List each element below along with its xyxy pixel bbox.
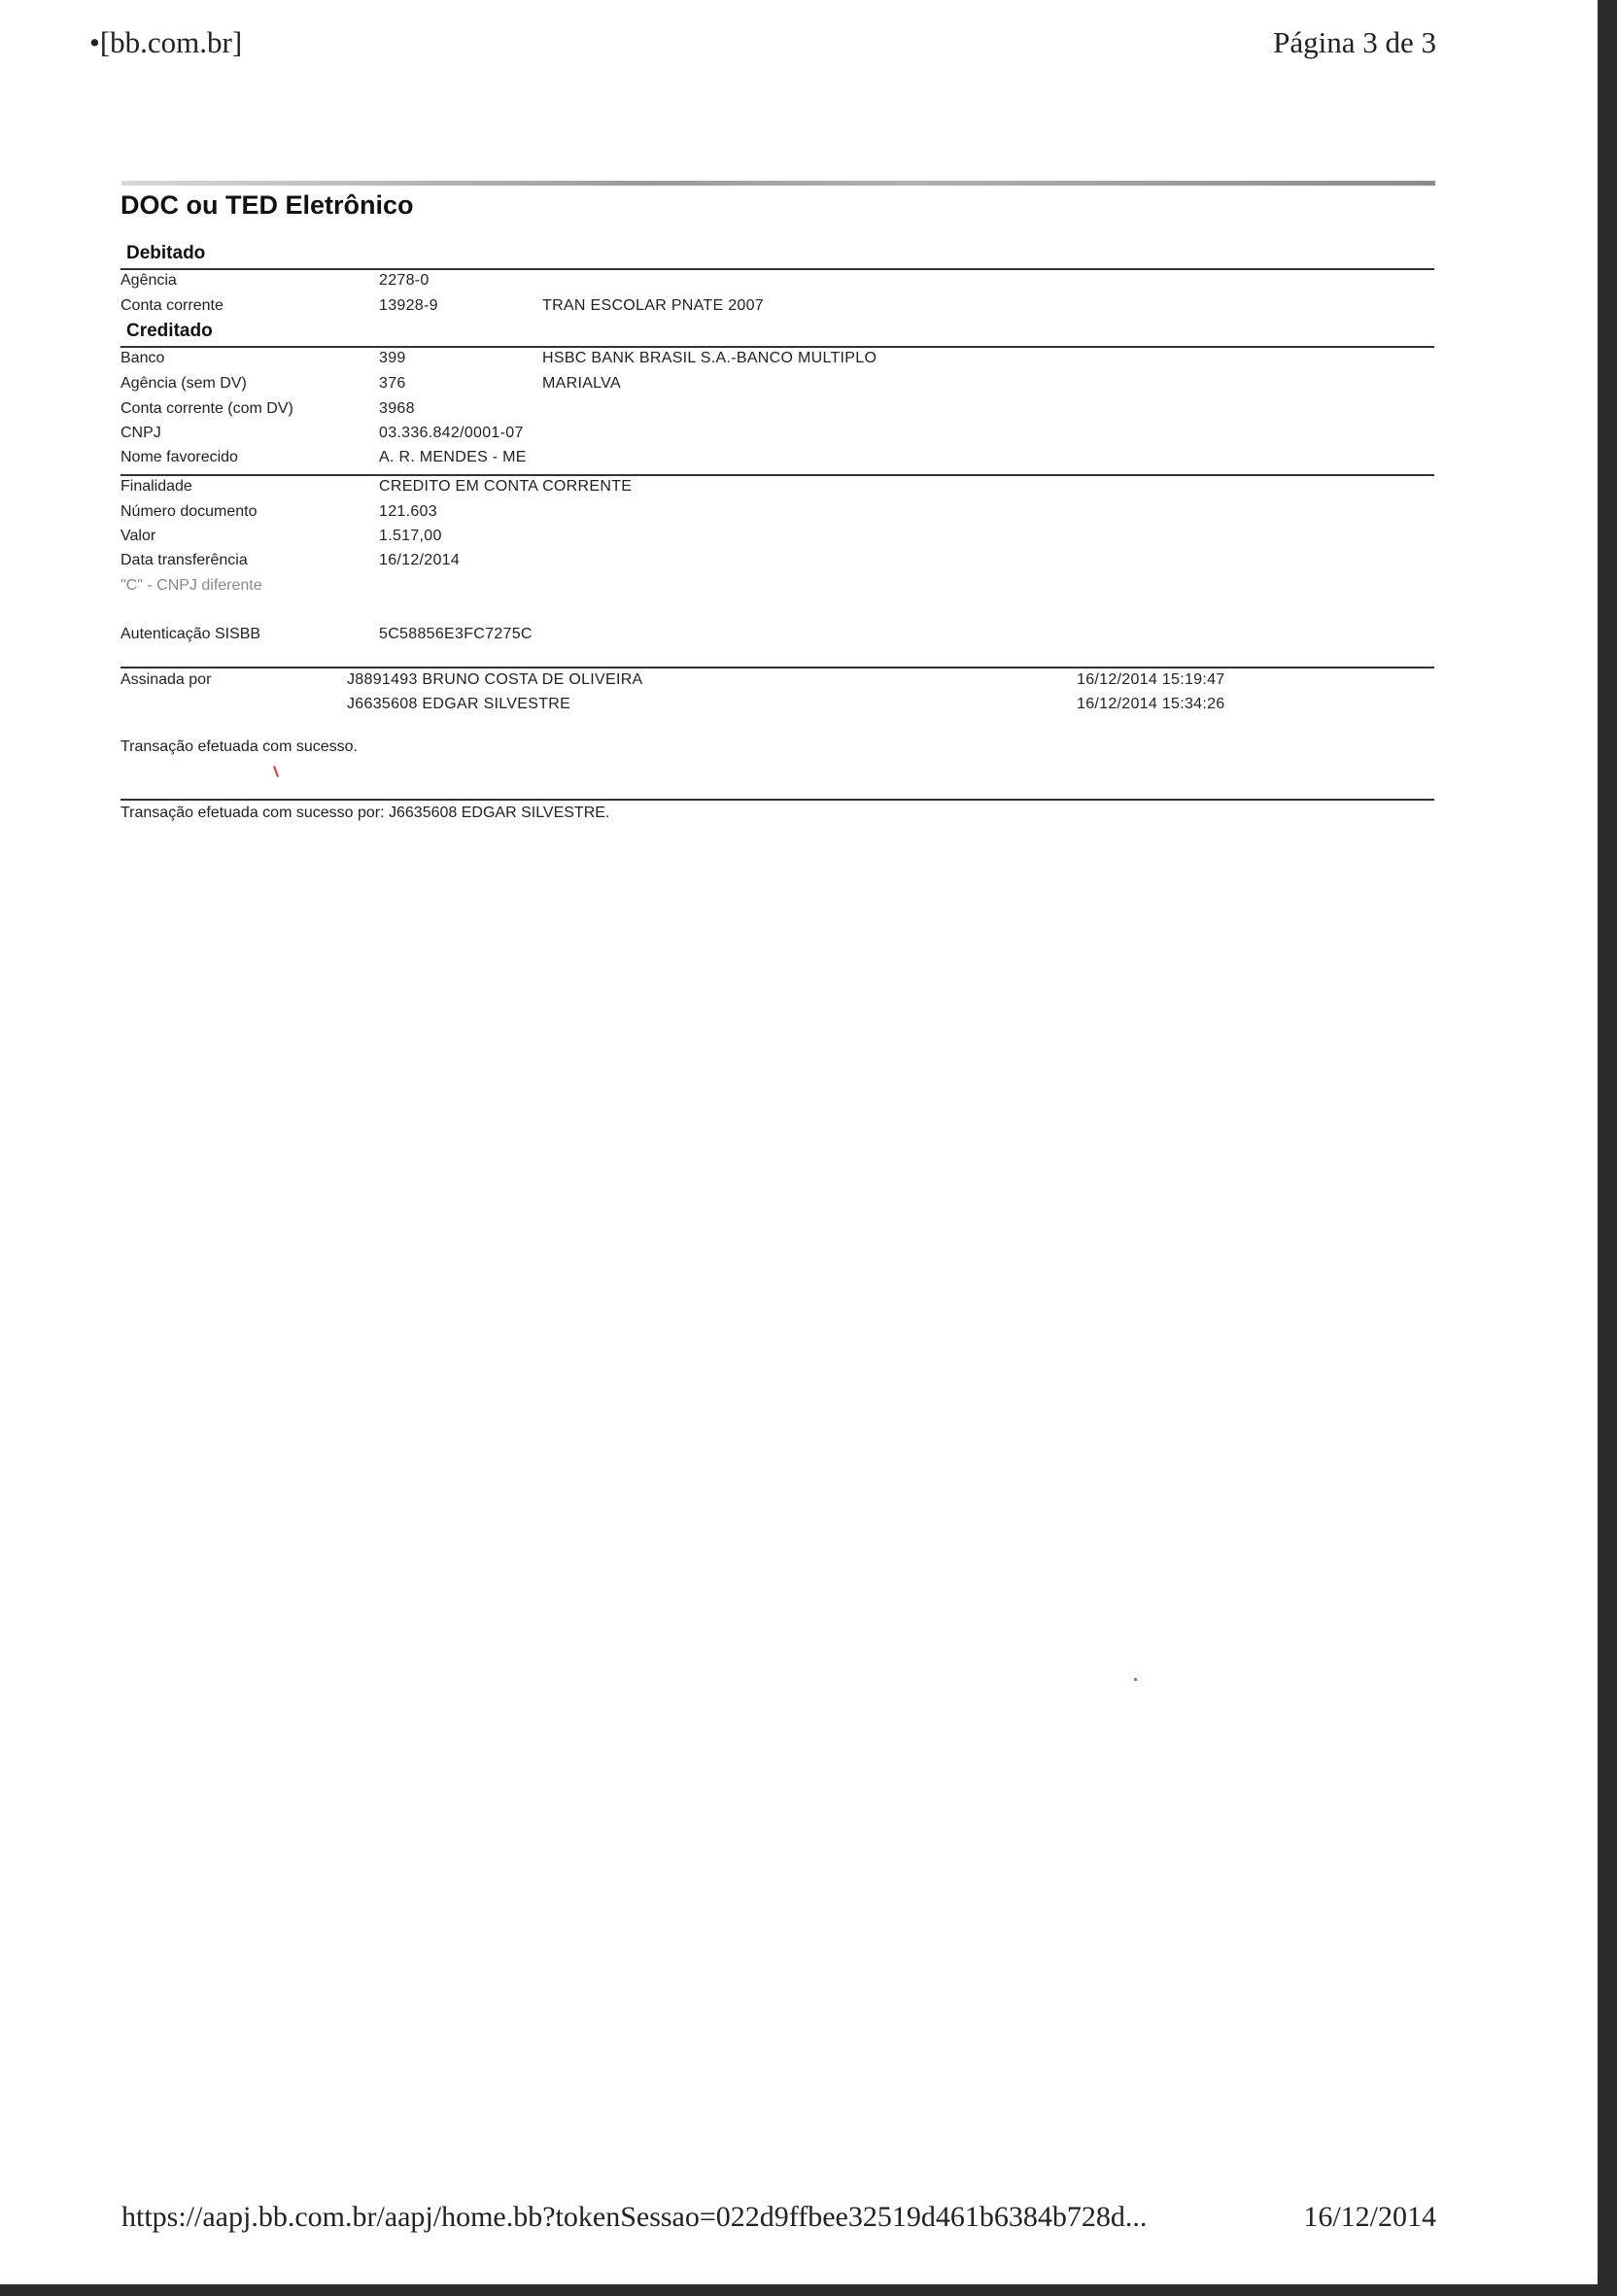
value-agencia-city: MARIALVA (542, 375, 621, 392)
value-agencia-sem-dv: 376 (379, 375, 406, 392)
label-nome-favorecido: Nome favorecido (120, 449, 238, 465)
cnpj-note: "C" - CNPJ diferente (120, 577, 262, 594)
section-debitado-heading: Debitado (126, 243, 206, 263)
status-message: Transação efetuada com sucesso. (120, 738, 358, 755)
section-divider (120, 346, 1434, 348)
section-divider (120, 268, 1434, 270)
value-banco: 399 (379, 350, 406, 366)
value-valor: 1.517,00 (379, 528, 442, 544)
label-autenticacao: Autenticação SISBB (120, 626, 261, 642)
label-numero-documento: Número documento (120, 503, 258, 520)
section-divider (120, 799, 1434, 801)
signer-datetime: 16/12/2014 15:34:26 (1077, 696, 1225, 712)
label-agencia: Agência (120, 272, 177, 289)
value-numero-documento: 121.603 (379, 503, 437, 520)
value-autenticacao: 5C58856E3FC7275C (379, 626, 533, 642)
value-cnpj: 03.336.842/0001-07 (379, 425, 524, 441)
label-cnpj: CNPJ (120, 425, 161, 441)
value-conta-com-dv: 3968 (379, 400, 415, 417)
signer-name: J6635608 EDGAR SILVESTRE (347, 696, 571, 712)
title-divider (121, 181, 1435, 186)
scan-edge-right (1598, 0, 1617, 2296)
label-agencia-sem-dv: Agência (sem DV) (120, 375, 247, 392)
label-banco: Banco (120, 350, 165, 366)
section-divider (120, 667, 1434, 668)
label-assinada-por: Assinada por (120, 671, 212, 688)
value-banco-name: HSBC BANK BRASIL S.A.-BANCO MULTIPLO (542, 350, 877, 366)
pen-dot (1134, 1678, 1137, 1681)
label-finalidade: Finalidade (120, 478, 192, 495)
print-footer-date: 16/12/2014 (1303, 2201, 1436, 2233)
value-finalidade: CREDITO EM CONTA CORRENTE (379, 478, 633, 495)
print-footer (121, 2198, 1436, 2237)
section-creditado-heading: Creditado (126, 321, 213, 341)
print-header-site: •[bb.com.br] (89, 25, 243, 59)
value-nome-favorecido: A. R. MENDES - ME (379, 449, 527, 465)
label-conta-com-dv: Conta corrente (com DV) (120, 400, 293, 417)
document-title: DOC ou TED Eletrônico (120, 190, 414, 220)
pen-mark (273, 766, 279, 777)
print-footer-url: https://aapj.bb.com.br/aapj/home.bb?tokenSessao=022d9ffbee32519d461b6384b728d... (121, 2201, 1148, 2233)
value-conta-corrente: 13928-9 (379, 297, 438, 314)
label-conta-corrente: Conta corrente (120, 297, 224, 314)
print-header-page: Página 3 de 3 (1273, 25, 1436, 59)
signer-datetime: 16/12/2014 15:19:47 (1077, 671, 1225, 688)
label-data-transferencia: Data transferência (120, 552, 248, 568)
value-agencia: 2278-0 (379, 272, 430, 289)
value-data-transferencia: 16/12/2014 (379, 552, 461, 568)
scan-edge-bottom (0, 2284, 1617, 2296)
section-divider (120, 474, 1434, 476)
label-valor: Valor (120, 528, 156, 544)
value-conta-corrente-name: TRAN ESCOLAR PNATE 2007 (542, 297, 765, 314)
print-header (89, 23, 1436, 62)
final-message: Transação efetuada com sucesso por: J6635608 EDGAR SILVESTRE. (120, 805, 610, 821)
signer-name: J8891493 BRUNO COSTA DE OLIVEIRA (347, 671, 643, 688)
